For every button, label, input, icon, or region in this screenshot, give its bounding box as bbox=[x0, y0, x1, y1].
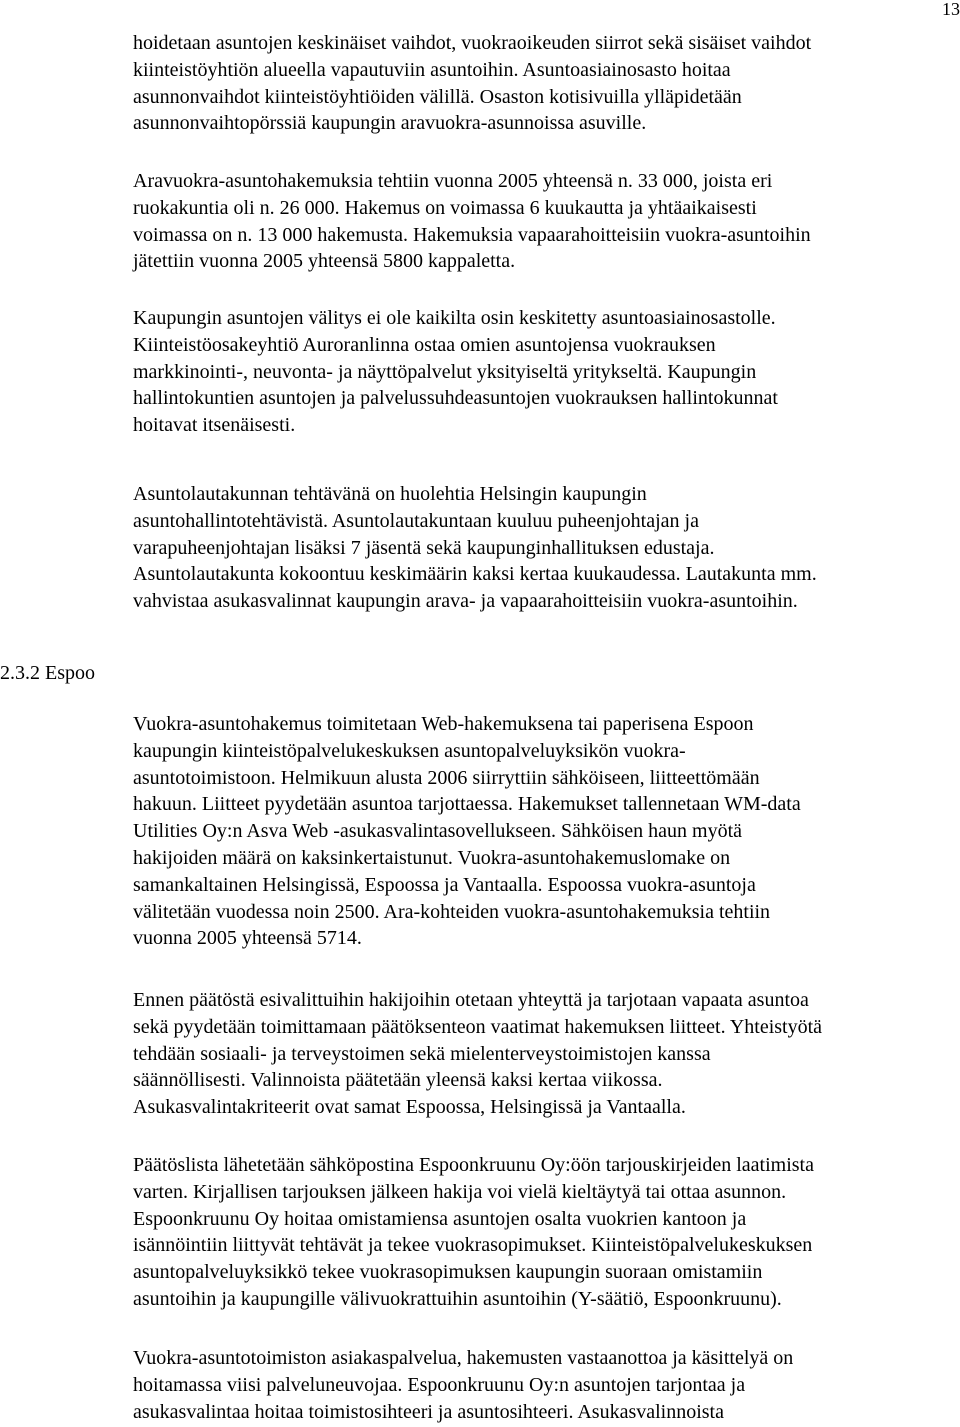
paragraph-line: Päätöslista lähetetään sähköpostina Espoonkruunu Oy:öön tarjouskirjeiden laatimista bbox=[133, 1154, 814, 1176]
paragraph-line: jätettiin vuonna 2005 yhteensä 5800 kappaletta. bbox=[133, 250, 516, 273]
paragraph-line: Asukasvalintakriteerit ovat samat Espoossa, Helsingissä ja Vantaalla. bbox=[133, 1096, 686, 1119]
paragraph-application-statistics bbox=[133, 168, 811, 275]
paragraph-line: asuntoihin ja kaupungille välivuokrattuihin asuntoihin (Y-säätiö, Espoonkruunu). bbox=[133, 1287, 782, 1310]
paragraph-line: hoidetaan asuntojen keskinäiset vaihdot, vuokraoikeuden siirrot sekä sisäiset vaihdot bbox=[133, 32, 812, 54]
paragraph-line: voimassa on n. 13 000 hakemusta. Hakemuksia vapaarahoitteisiin vuokra-asuntoihin bbox=[133, 223, 811, 246]
paragraph-line: Asuntolautakunnan tehtävänä on huolehtia Helsingin kaupungin bbox=[133, 483, 647, 505]
paragraph-line: tehdään sosiaali- ja terveystoimen sekä mielenterveystoimistojen kanssa bbox=[133, 1042, 711, 1065]
paragraph-line: ruokakuntia oli n. 26 000. Hakemus on voimassa 6 kuukautta ja yhtäaikaisesti bbox=[133, 196, 757, 219]
section-heading-espoo: 2.3.2 Espoo bbox=[0, 662, 95, 684]
paragraph-apartment-exchanges bbox=[133, 30, 811, 137]
paragraph-line: Espoonkruunu Oy hoitaa omistamiensa asuntojen osalta vuokrien kantoon ja bbox=[133, 1207, 747, 1230]
paragraph-housing-committee bbox=[133, 481, 817, 615]
page-number: 13 bbox=[942, 0, 960, 19]
paragraph-line: asunnonvaihdot kiinteistöyhtiöiden välillä. Osaston kotisivuilla ylläpidetään bbox=[133, 85, 742, 108]
paragraph-line: Vuokra-asuntotoimiston asiakaspalvelua, hakemusten vastaanottoa ja käsittelyä on bbox=[133, 1347, 794, 1369]
paragraph-line: Kiinteistöosakeyhtiö Auroranlinna ostaa omien asuntojensa vuokrauksen bbox=[133, 333, 716, 356]
paragraph-line: hakijoiden määrä on kaksinkertaistunut. Vuokra-asuntohakemuslomake on bbox=[133, 846, 731, 869]
paragraph-line: Aravuokra-asuntohakemuksia tehtiin vuonna 2005 yhteensä n. 33 000, joista eri bbox=[133, 170, 773, 192]
paragraph-line: kiinteistöyhtiön alueella vapautuviin asuntoihin. Asuntoasiainosasto hoitaa bbox=[133, 58, 731, 81]
paragraph-decision-list bbox=[133, 1152, 814, 1313]
paragraph-line: asuntohallintotehtävistä. Asuntolautakuntaan kuuluu puheenjohtajan ja bbox=[133, 509, 699, 532]
paragraph-line: vuonna 2005 yhteensä 5714. bbox=[133, 927, 362, 950]
paragraph-line: Kaupungin asuntojen välitys ei ole kaikilta osin keskitetty asuntoasiainosastolle. bbox=[133, 307, 776, 329]
paragraph-line: hoitamassa viisi palveluneuvojaa. Espoonkruunu Oy:n asuntojen tarjontaa ja bbox=[133, 1373, 746, 1396]
paragraph-line: kaupungin kiinteistöpalvelukeskuksen asuntopalveluyksikön vuokra- bbox=[133, 739, 686, 762]
paragraph-line: hakuun. Liitteet pyydetään asuntoa tarjottaessa. Hakemukset tallennetaan WM-data bbox=[133, 793, 801, 816]
paragraph-line: Utilities Oy:n Asva Web -asukasvalintasovellukseen. Sähköisen haun myötä bbox=[133, 820, 743, 843]
paragraph-line: varten. Kirjallisen tarjouksen jälkeen hakija voi vielä kieltäytyä tai ottaa asunnon. bbox=[133, 1180, 787, 1203]
paragraph-line: säännöllisesti. Valinnoista päätetään yleensä kaksi kertaa viikossa. bbox=[133, 1069, 663, 1092]
paragraph-line: hoitavat itsenäisesti. bbox=[133, 414, 296, 437]
paragraph-line: Ennen päätöstä esivalittuihin hakijoihin otetaan yhteyttä ja tarjotaan vapaata asuntoa bbox=[133, 989, 809, 1011]
paragraph-line: Asuntolautakunta kokoontuu keskimäärin kaksi kertaa kuukaudessa. Lautakunta mm. bbox=[133, 563, 817, 586]
paragraph-line: hallintokuntien asuntojen ja palvelussuhdeasuntojen vuokrauksen hallintokunnat bbox=[133, 387, 778, 410]
paragraph-line: välitetään vuodessa noin 2500. Ara-kohteiden vuokra-asuntohakemuksia tehtiin bbox=[133, 900, 771, 923]
paragraph-line: markkinointi-, neuvonta- ja näyttöpalvelut yksityiseltä yritykseltä. Kaupungin bbox=[133, 360, 757, 383]
paragraph-rental-brokerage bbox=[133, 305, 778, 439]
paragraph-line: asunnonvaihtopörssiä kaupungin aravuokra-asunnoissa asuville. bbox=[133, 112, 647, 135]
paragraph-line: asuntopalveluyksikkö tekee vuokrasopimuksen kaupungin suoraan omistamiin bbox=[133, 1261, 763, 1284]
paragraph-line: vahvistaa asukasvalinnat kaupungin arava- ja vapaarahoitteisiin vuokra-asuntoihin. bbox=[133, 590, 798, 613]
paragraph-espoo-applications bbox=[133, 711, 801, 952]
paragraph-line: asukasvalintaa hoitaa toimistosihteeri ja asuntosihteeri. Asukasvalinnoista bbox=[133, 1400, 724, 1423]
paragraph-customer-service bbox=[133, 1345, 793, 1425]
paragraph-preselection bbox=[133, 987, 822, 1121]
paragraph-line: asuntotoimistoon. Helmikuun alusta 2006 siirryttiin sähköiseen, liitteettömään bbox=[133, 766, 760, 789]
paragraph-line: Vuokra-asuntohakemus toimitetaan Web-hakemuksena tai paperisena Espoon bbox=[133, 713, 754, 735]
paragraph-line: sekä pyydetään toimittamaan päätöksenteon vaatimat hakemuksen liitteet. Yhteistyötä bbox=[133, 1015, 823, 1038]
paragraph-line: isännöintiin liittyvät tehtävät ja tekee vuokrasopimukset. Kiinteistöpalvelukeskuksen bbox=[133, 1234, 813, 1257]
paragraph-line: varapuheenjohtajan lisäksi 7 jäsentä sekä kaupunginhallituksen edustaja. bbox=[133, 536, 715, 559]
paragraph-line: samankaltainen Helsingissä, Espoossa ja Vantaalla. Espoossa vuokra-asuntoja bbox=[133, 873, 756, 896]
